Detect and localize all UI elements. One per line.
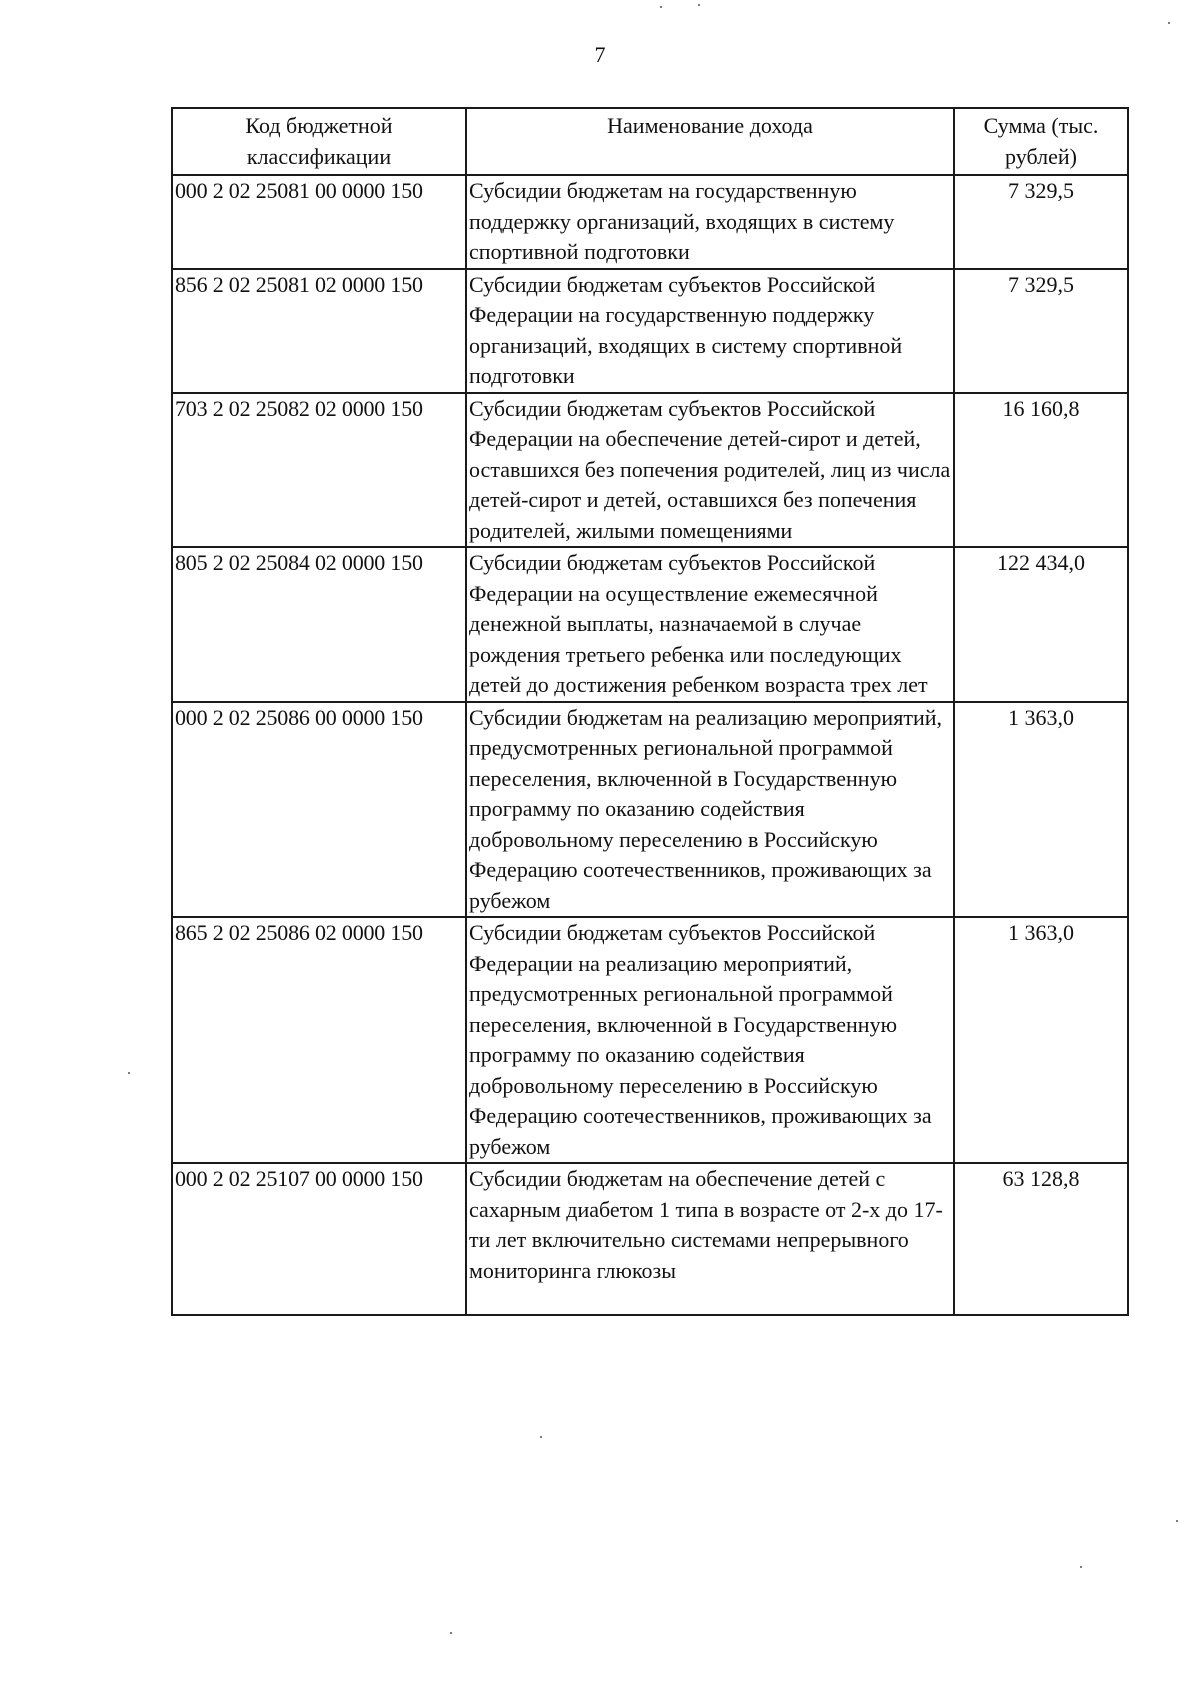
table-row [172,702,1128,918]
row-name: Субсидии бюджетам субъектов Российской Федерации на обеспечение детей-сирот и детей, оставшихся без попечения родителей, лиц из числа детей-сирот и детей, оставшихся без попечения родителей, жилыми помещениями [466,393,954,548]
scan-speck [450,1632,452,1634]
row-sum: 122 434,0 [954,547,1128,702]
page-number: 7 [594,42,606,67]
row-sum: 7 329,5 [954,269,1128,393]
row-sum: 16 160,8 [954,393,1128,548]
row-code: 805 2 02 25084 02 0000 150 [172,547,466,702]
scan-speck [540,1436,542,1438]
table-row [172,393,1128,548]
table-row [172,175,1128,269]
row-code: 865 2 02 25086 02 0000 150 [172,917,466,1163]
row-name: Субсидии бюджетам на государственную поддержку организаций, входящих в систему спортивной подготовки [466,175,954,269]
table-row [172,1163,1128,1315]
row-sum: 7 329,5 [954,175,1128,269]
scan-speck [128,1072,130,1074]
row-name: Субсидии бюджетам субъектов Российской Федерации на осуществление ежемесячной денежной выплаты, назначаемой в случае рождения третьего ребенка или последующих детей до достижения ребенком возраста трех лет [466,547,954,702]
header-name: Наименование дохода [466,108,954,175]
row-code: 703 2 02 25082 02 0000 150 [172,393,466,548]
row-sum: 1 363,0 [954,702,1128,918]
budget-revenue-table [171,107,1129,1316]
row-code: 000 2 02 25107 00 0000 150 [172,1163,466,1315]
scan-speck [660,6,662,8]
table-row [172,917,1128,1163]
table-header-row [172,108,1128,175]
row-code: 000 2 02 25081 00 0000 150 [172,175,466,269]
scan-speck [698,4,700,6]
row-code: 000 2 02 25086 00 0000 150 [172,702,466,918]
table-row [172,547,1128,702]
scan-speck [1176,1520,1178,1522]
row-name: Субсидии бюджетам на обеспечение детей с сахарным диабетом 1 типа в возрасте от 2-х до 17-ти лет включительно системами непрерывного мониторинга глюкозы [466,1163,954,1315]
header-code: Код бюджетной классификации [172,108,466,175]
row-name: Субсидии бюджетам на реализацию мероприятий, предусмотренных региональной программой переселения, включенной в Государственную программу по оказанию содействия добровольному переселению в Российскую Федерацию соотечественников, проживающих за рубежом [466,702,954,918]
row-code: 856 2 02 25081 02 0000 150 [172,269,466,393]
header-sum: Сумма (тыс. рублей) [954,108,1128,175]
row-name: Субсидии бюджетам субъектов Российской Федерации на государственную поддержку организаций, входящих в систему спортивной подготовки [466,269,954,393]
scan-speck [1168,22,1170,24]
row-sum: 1 363,0 [954,917,1128,1163]
row-name: Субсидии бюджетам субъектов Российской Федерации на реализацию мероприятий, предусмотренных региональной программой переселения, включенной в Государственную программу по оказанию содействия добровольному переселению в Российскую Федерацию соотечественников, проживающих за рубежом [466,917,954,1163]
row-sum: 63 128,8 [954,1163,1128,1315]
table-row [172,269,1128,393]
scan-speck [1080,1566,1082,1568]
